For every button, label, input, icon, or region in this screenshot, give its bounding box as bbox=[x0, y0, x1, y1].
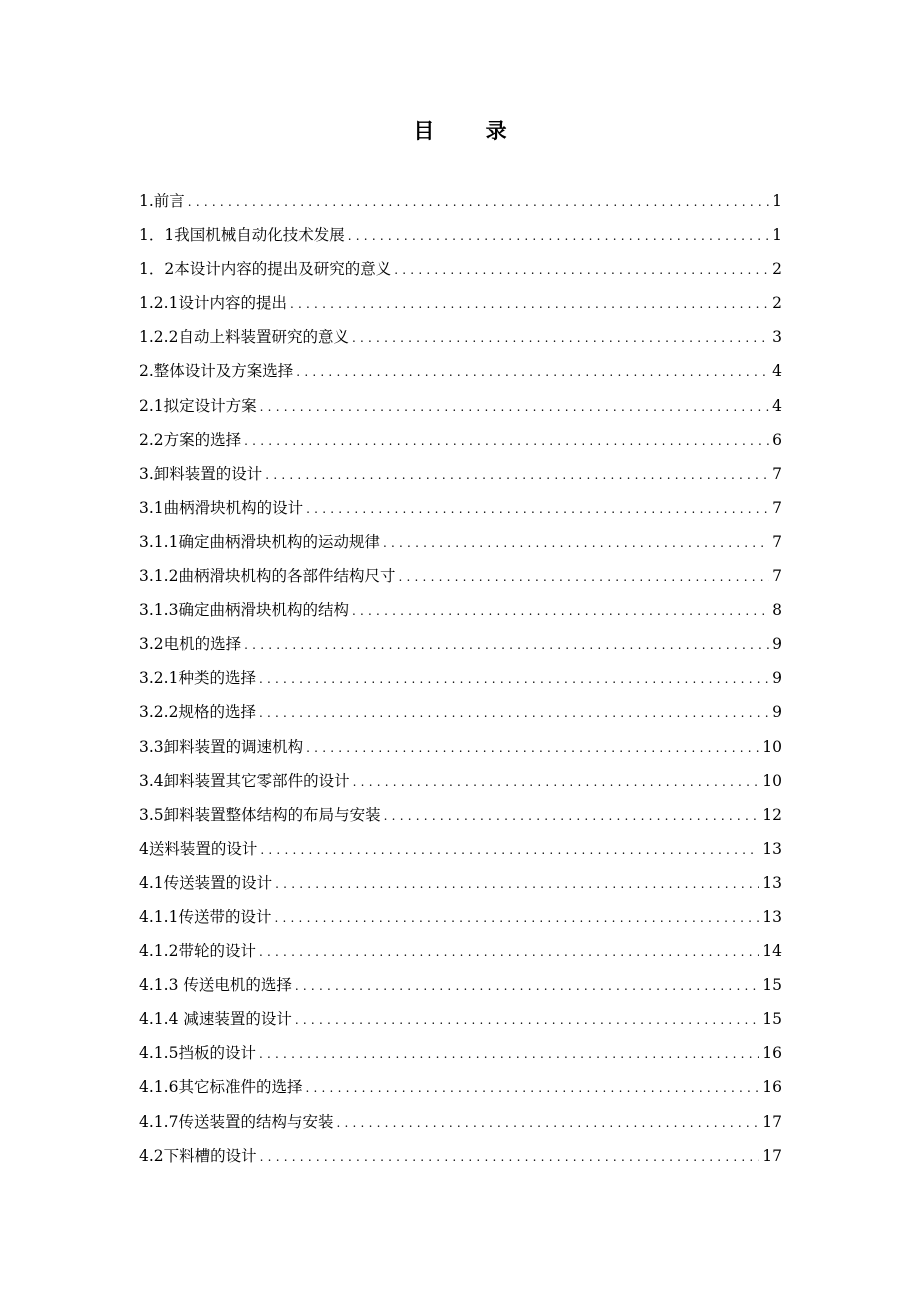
toc-dot-leader bbox=[188, 184, 769, 219]
toc-entry[interactable] bbox=[139, 593, 782, 627]
toc-dot-leader bbox=[259, 1036, 759, 1071]
toc-entry-page-number: 9 bbox=[772, 669, 782, 688]
toc-dot-leader bbox=[336, 1105, 759, 1140]
toc-entry-page-number: 2 bbox=[772, 260, 782, 279]
toc-dot-leader bbox=[353, 764, 760, 799]
toc-dot-leader bbox=[259, 934, 759, 969]
toc-entry[interactable] bbox=[139, 252, 782, 286]
toc-entry-page-number: 8 bbox=[772, 601, 782, 620]
toc-entry-label: 4.1.6其它标准件的选择 bbox=[139, 1078, 303, 1097]
toc-entry-page-number: 17 bbox=[762, 1146, 782, 1165]
toc-entry-label: 3.卸料装置的设计 bbox=[139, 464, 263, 483]
toc-entry[interactable] bbox=[139, 286, 782, 320]
toc-entry-label: 3.1曲柄滑块机构的设计 bbox=[139, 498, 304, 517]
toc-entry[interactable] bbox=[139, 354, 782, 388]
toc-entry-label: 1.前言 bbox=[139, 192, 185, 210]
toc-entry-page-number: 7 bbox=[772, 567, 782, 586]
toc-entry-label: 1．1我国机械自动化技术发展 bbox=[139, 226, 345, 245]
toc-entry-label: 2.1拟定设计方案 bbox=[139, 396, 257, 415]
toc-dot-leader bbox=[398, 559, 769, 594]
toc-entry[interactable] bbox=[139, 491, 782, 525]
toc-entry-page-number: 10 bbox=[762, 771, 782, 790]
toc-entry[interactable] bbox=[139, 934, 782, 968]
toc-entry[interactable] bbox=[139, 184, 782, 218]
toc-entry-page-number: 2 bbox=[772, 294, 782, 313]
toc-dot-leader bbox=[275, 866, 759, 901]
toc-entry-label: 3.1.2曲柄滑块机构的各部件结构尺寸 bbox=[139, 567, 396, 586]
toc-entry-page-number: 1 bbox=[772, 192, 782, 210]
toc-dot-leader bbox=[295, 1002, 759, 1037]
toc-entry-page-number: 9 bbox=[772, 703, 782, 722]
toc-entry[interactable] bbox=[139, 764, 782, 798]
toc-dot-leader bbox=[260, 389, 769, 424]
toc-entry[interactable] bbox=[139, 1070, 782, 1104]
toc-entry[interactable] bbox=[139, 559, 782, 593]
toc-entry-label: 1.2.2自动上料装置研究的意义 bbox=[139, 328, 349, 347]
toc-dot-leader bbox=[290, 286, 769, 321]
toc-entry-page-number: 13 bbox=[762, 839, 782, 858]
toc-dot-leader bbox=[244, 627, 769, 662]
toc-dot-leader bbox=[305, 1070, 759, 1105]
toc-entry-label: 3.2电机的选择 bbox=[139, 635, 242, 654]
toc-entry-page-number: 4 bbox=[772, 396, 782, 415]
toc-entry-page-number: 17 bbox=[762, 1112, 782, 1131]
toc-dot-leader bbox=[394, 252, 769, 287]
toc-entry[interactable] bbox=[139, 695, 782, 729]
toc-entry[interactable] bbox=[139, 1105, 782, 1139]
toc-dot-leader bbox=[265, 457, 769, 492]
toc-entry-label: 3.1.1确定曲柄滑块机构的运动规律 bbox=[139, 532, 380, 551]
toc-entry[interactable] bbox=[139, 968, 782, 1002]
toc-entry-page-number: 16 bbox=[762, 1044, 782, 1063]
toc-entry-page-number: 13 bbox=[762, 907, 782, 926]
toc-entry-page-number: 6 bbox=[772, 430, 782, 449]
toc-dot-leader bbox=[296, 354, 769, 389]
toc-dot-leader bbox=[306, 491, 769, 526]
toc-entry-label: 4.1传送装置的设计 bbox=[139, 873, 273, 892]
toc-entry-label: 2.整体设计及方案选择 bbox=[139, 362, 294, 381]
toc-entry[interactable] bbox=[139, 457, 782, 491]
toc-entry-page-number: 14 bbox=[762, 942, 782, 961]
toc-entry[interactable] bbox=[139, 389, 782, 423]
toc-entry-page-number: 7 bbox=[772, 464, 782, 483]
toc-dot-leader bbox=[259, 695, 769, 730]
toc-entry-page-number: 7 bbox=[772, 498, 782, 517]
toc-dot-leader bbox=[348, 218, 769, 253]
toc-dot-leader bbox=[260, 832, 759, 867]
toc-entry[interactable] bbox=[139, 832, 782, 866]
toc-dot-leader bbox=[295, 968, 759, 1003]
toc-entry[interactable] bbox=[139, 525, 782, 559]
page-title: 目 录 bbox=[413, 118, 529, 143]
toc-entry-label: 4.1.1传送带的设计 bbox=[139, 907, 272, 926]
toc-entry-page-number: 7 bbox=[772, 532, 782, 551]
toc-entry-page-number: 15 bbox=[762, 976, 782, 995]
toc-entry[interactable] bbox=[139, 627, 782, 661]
toc-entry-page-number: 3 bbox=[772, 328, 782, 347]
toc-entry-page-number: 12 bbox=[762, 805, 782, 824]
toc-entry-label: 3.4卸料装置其它零部件的设计 bbox=[139, 771, 350, 790]
toc-entry-label: 3.3卸料装置的调速机构 bbox=[139, 737, 304, 756]
toc-entry[interactable] bbox=[139, 1002, 782, 1036]
toc-entry-label: 1.2.1设计内容的提出 bbox=[139, 294, 287, 313]
toc-entry-page-number: 15 bbox=[762, 1010, 782, 1029]
toc-entry[interactable] bbox=[139, 866, 782, 900]
toc-entry-label: 4.1.5挡板的设计 bbox=[139, 1044, 256, 1063]
toc-entry-label: 4.1.2带轮的设计 bbox=[139, 942, 256, 961]
toc-entry-page-number: 4 bbox=[772, 362, 782, 381]
toc-entry-label: 4送料装置的设计 bbox=[139, 839, 258, 858]
toc-entry[interactable] bbox=[139, 423, 782, 457]
toc-entry-label: 3.2.2规格的选择 bbox=[139, 703, 256, 722]
toc-entry-label: 3.1.3确定曲柄滑块机构的结构 bbox=[139, 601, 349, 620]
toc-dot-leader bbox=[306, 730, 759, 765]
table-of-contents bbox=[139, 184, 782, 1173]
toc-entry[interactable] bbox=[139, 1036, 782, 1070]
toc-entry[interactable] bbox=[139, 320, 782, 354]
toc-entry[interactable] bbox=[139, 218, 782, 252]
toc-entry-label: 4.1.4 减速装置的设计 bbox=[139, 1010, 292, 1029]
toc-entry[interactable] bbox=[139, 1139, 782, 1173]
toc-entry[interactable] bbox=[139, 798, 782, 832]
toc-dot-leader bbox=[274, 900, 759, 935]
toc-entry[interactable] bbox=[139, 730, 782, 764]
toc-dot-leader bbox=[352, 593, 769, 628]
toc-entry-label: 2.2方案的选择 bbox=[139, 430, 242, 449]
toc-entry-page-number: 1 bbox=[772, 226, 782, 245]
toc-entry-page-number: 13 bbox=[762, 873, 782, 892]
toc-entry-label: 4.2下料槽的设计 bbox=[139, 1146, 257, 1165]
toc-dot-leader bbox=[259, 661, 769, 696]
toc-entry-label: 1．2本设计内容的提出及研究的意义 bbox=[139, 260, 392, 279]
toc-entry-label: 3.5卸料装置整体结构的布局与安装 bbox=[139, 805, 381, 824]
toc-dot-leader bbox=[244, 423, 769, 458]
toc-dot-leader bbox=[352, 320, 769, 355]
toc-entry-page-number: 10 bbox=[762, 737, 782, 756]
toc-dot-leader bbox=[383, 525, 769, 560]
toc-entry-page-number: 16 bbox=[762, 1078, 782, 1097]
toc-dot-leader bbox=[384, 798, 760, 833]
toc-dot-leader bbox=[260, 1139, 760, 1174]
toc-entry-label: 3.2.1种类的选择 bbox=[139, 669, 256, 688]
toc-entry[interactable] bbox=[139, 900, 782, 934]
toc-entry-label: 4.1.7传送装置的结构与安装 bbox=[139, 1112, 334, 1131]
toc-entry-page-number: 9 bbox=[772, 635, 782, 654]
toc-entry-label: 4.1.3 传送电机的选择 bbox=[139, 976, 292, 995]
toc-entry[interactable] bbox=[139, 661, 782, 695]
